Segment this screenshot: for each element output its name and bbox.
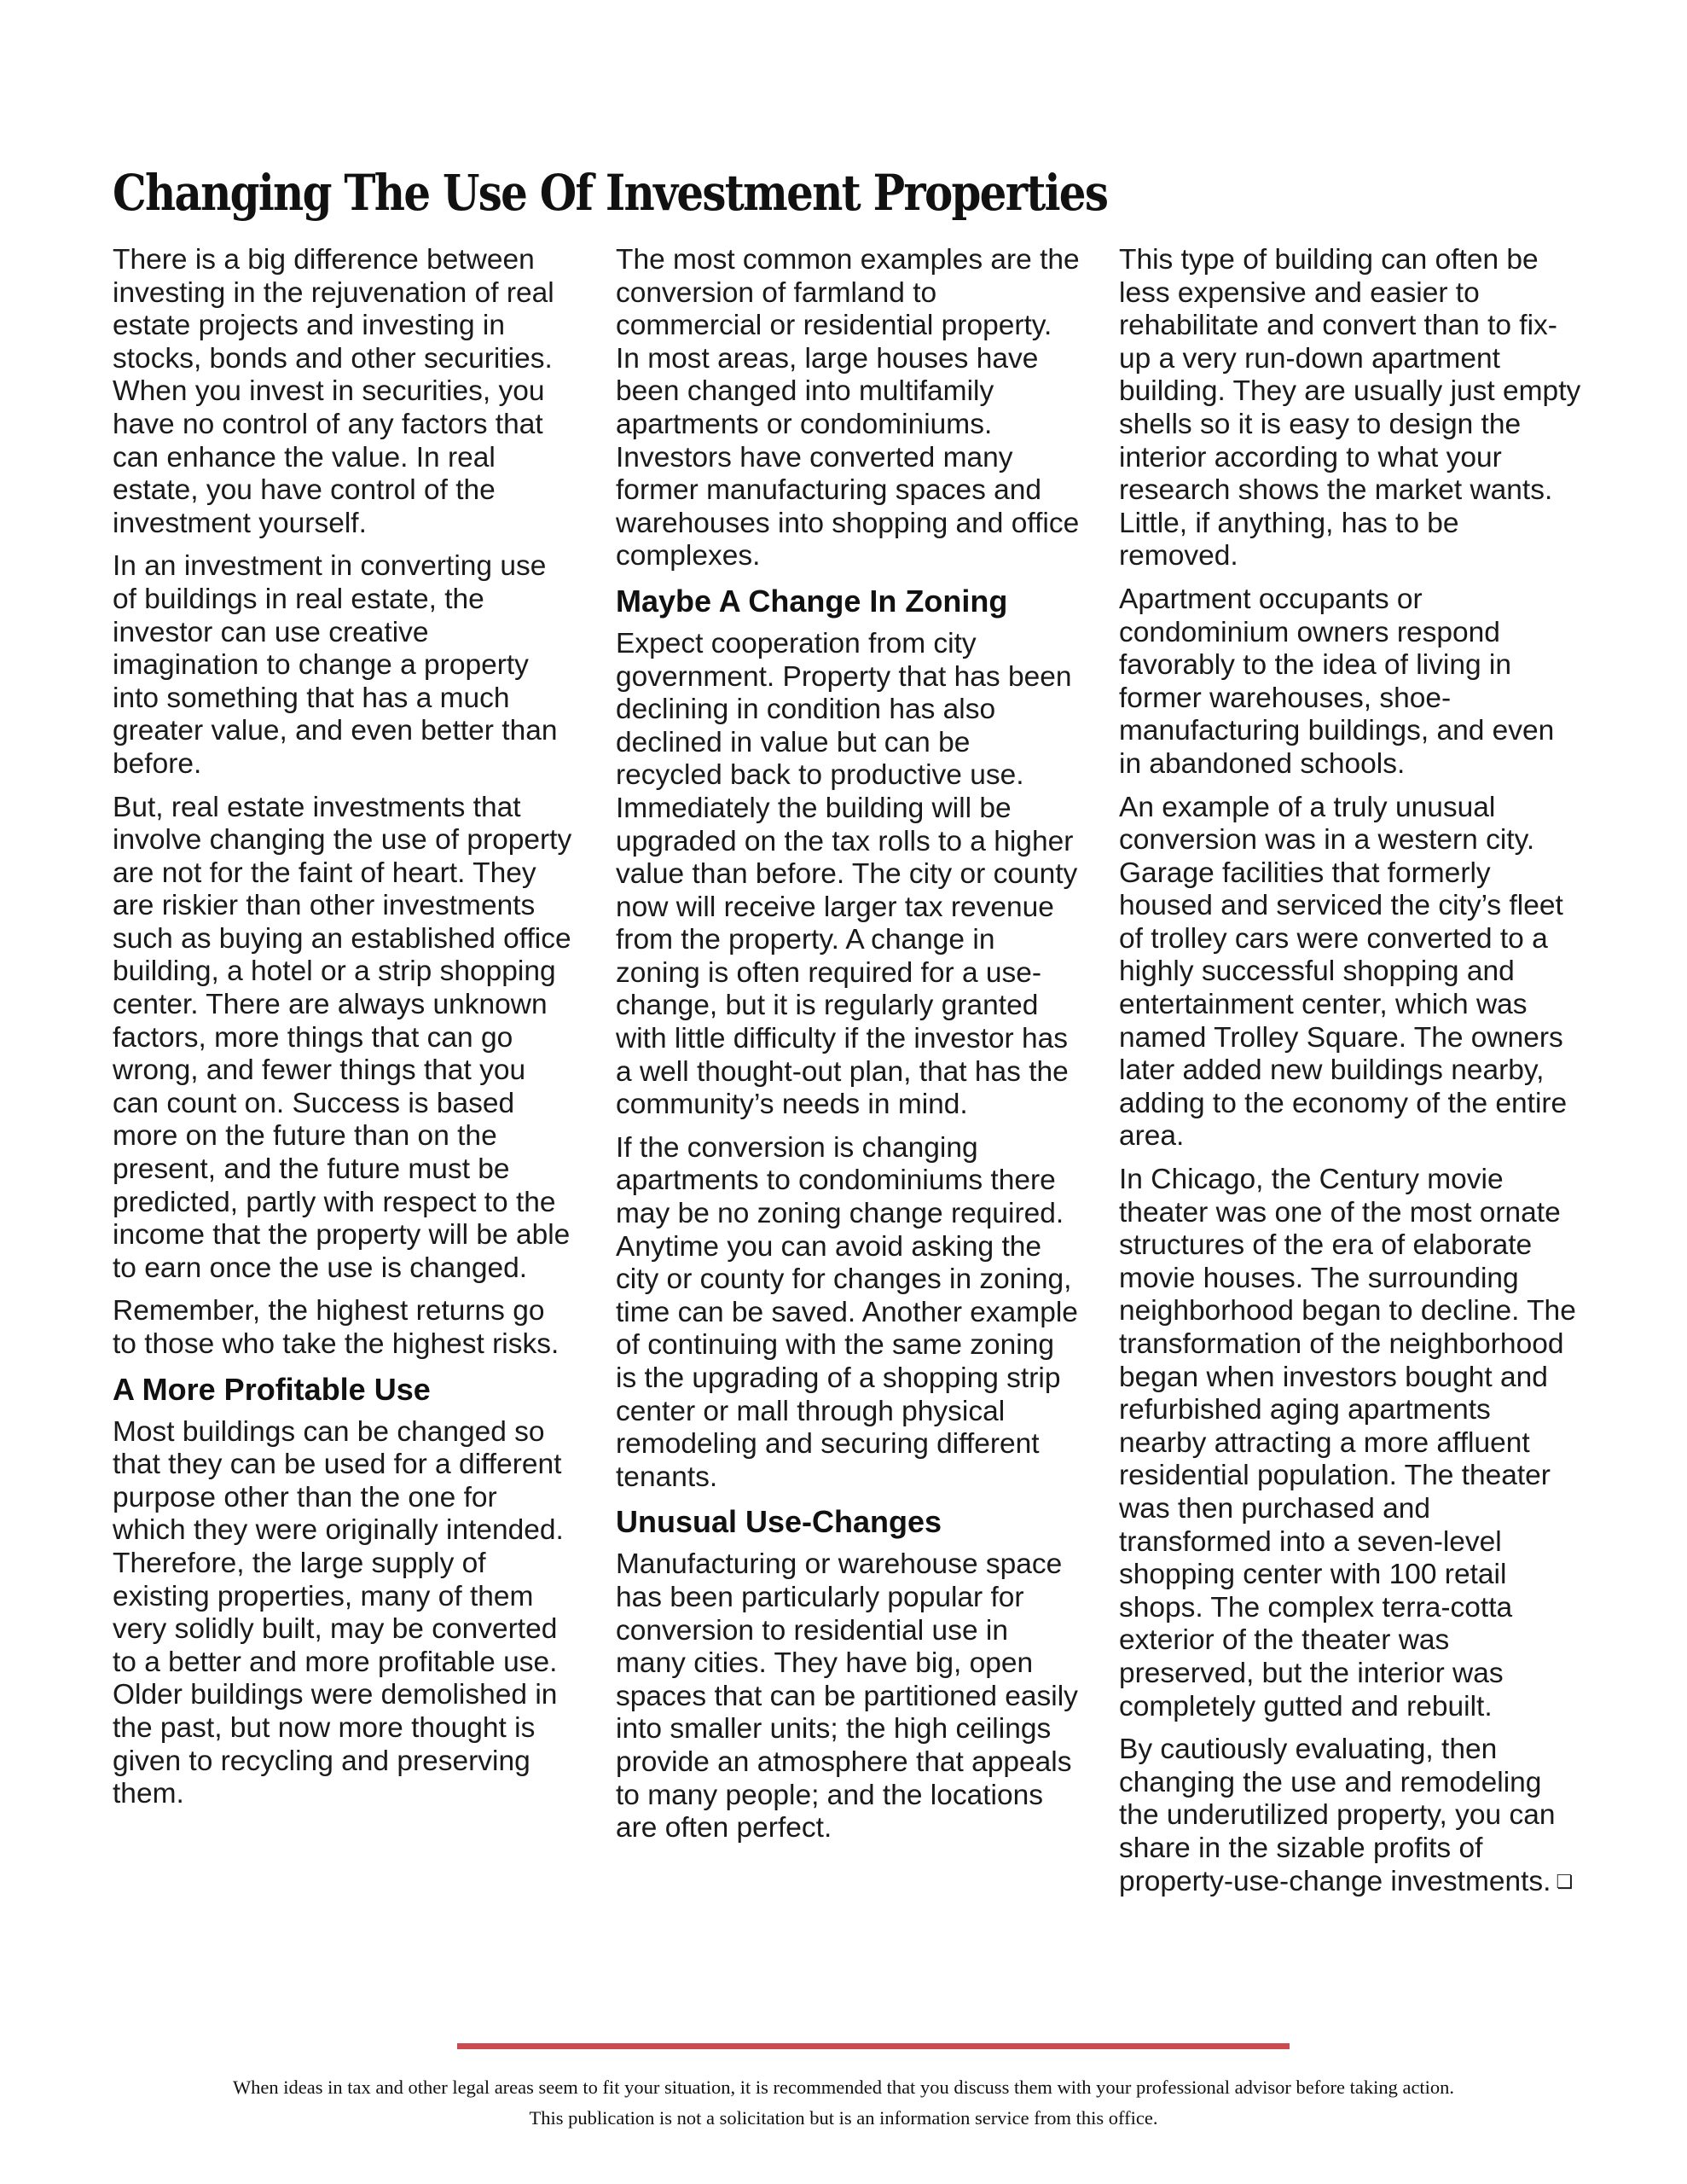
paragraph: Apartment occupants or condominium owners respond favorably to the idea of living in former warehouses, shoe-manufacturing buildings, and even in abandoned schools. xyxy=(1119,583,1555,780)
paragraph: In an investment in converting use of buildings in real estate, the investor can use creative imagination to change a property into something that has a much greater value, and even better than before. xyxy=(113,550,558,780)
paragraph: Most buildings can be changed so that they can be used for a different purpose other than the one for which they were originally intended. Therefore, the large supply of existing properties, many of them very solidly built, may be converted to a better and more profitable use. Older buildings were demolished in the past, but now more thought is given to recycling and preserving them. xyxy=(113,1415,564,1810)
closing-text: By cautiously evaluating, then changing the use and remodeling the underutilized property, you can share in the sizable profits of property-use-change investments. xyxy=(1119,1734,1556,1897)
paragraph: There is a big difference between investing in the rejuvenation of real estate projects and investing in stocks, bonds and other securities. When you invest in securities, you have no control of any factors that can enhance the value. In real estate, you have control of the investment yourself. xyxy=(113,244,554,539)
page-title: Changing The Use Of Investment Properties xyxy=(113,164,1108,222)
paragraph: Expect cooperation from city government. Property that has been declining in condition has also declined in value but can be recycled back to productive use. Immediately the building will be upgraded on the tax rolls to a higher value than before. The city or county now will receive larger tax revenue from the property. A change in zoning is often required for a use-change, but it is regularly granted with little difficulty if the investor has a well thought-out plan, that has the community’s needs in mind. xyxy=(616,627,1078,1121)
article-column-2 xyxy=(616,244,1081,1856)
paragraph: Manufacturing or warehouse space has been particularly popular for conversion to residential use in many cities. They have big, open spaces that can be partitioned easily into smaller units; the high ceilings provide an atmosphere that appeals to many people; and the locations are often perfect. xyxy=(616,1548,1078,1844)
paragraph: The most common examples are the conversion of farmland to commercial or residential property. In most areas, large houses have been changed into multifamily apartments or condominiums. Investors have converted many former manufacturing spaces and warehouses into shopping and office complexes. xyxy=(616,244,1080,572)
paragraph xyxy=(1119,1734,1584,1899)
paragraph: An example of a truly unusual conversion was in a western city. Garage facilities that formerly housed and serviced the city’s fleet of trolley cars were converted to a highly successful shopping and entertainment center, which was named Trolley Square. The owners later added new buildings nearby, adding to the economy of the entire area. xyxy=(1119,791,1568,1153)
footer-disclaimer: When ideas in tax and other legal areas seem to fit your situation, it is recommended that you discuss them with your professional advisor before taking action. xyxy=(232,2077,1455,2098)
section-heading: Unusual Use-Changes xyxy=(616,1504,942,1540)
section-heading: Maybe A Change In Zoning xyxy=(616,583,1008,619)
footer-divider xyxy=(457,2043,1290,2049)
paragraph: But, real estate investments that involve changing the use of property are not for the faint of heart. They are riskier than other investments such as buying an established office building, a hotel or a strip shopping center. There are always unknown factors, more things that can go wrong, and fewer things that you can count on. Success is based more on the future than on the present, and the future must be predicted, partly with respect to the income that the property will be able to earn once the use is changed. xyxy=(113,791,572,1284)
paragraph: If the conversion is changing apartments to condominiums there may be no zoning change required. Anytime you can avoid asking the city or county for changes in zoning, time can be saved. Another example of continuing with the same zoning is the upgrading of a shopping strip center or mall through physical remodeling and securing different tenants. xyxy=(616,1131,1078,1493)
paragraph: Remember, the highest returns go to those who take the highest risks. xyxy=(113,1295,559,1360)
article-column-1 xyxy=(113,244,573,1821)
paragraph: In Chicago, the Century movie theater was one of the most ornate structures of the era of elaborate movie houses. The surrounding neighborhood began to decline. The transformation of the neighborhood began when investors bought and refurbished aging apartments nearby attracting a more affluent residential population. The theater was then purchased and transformed into a seven-level shopping center with 100 retail shops. The complex terra-cotta exterior of the theater was preserved, but the interior was completely gutted and rebuilt. xyxy=(1119,1164,1576,1722)
section-heading: A More Profitable Use xyxy=(113,1371,431,1407)
end-mark-icon: ❏ xyxy=(1556,1871,1574,1893)
article-column-3 xyxy=(1119,244,1584,1909)
paragraph: This type of building can often be less expensive and easier to rehabilitate and convert than to fix-up a very run-down apartment building. They are usually just empty shells so it is easy to design the interior according to what your research shows the market wants. Little, if anything, has to be removed. xyxy=(1119,244,1581,572)
footer-notice: This publication is not a solicitation but is an information service from this office. xyxy=(529,2107,1158,2129)
